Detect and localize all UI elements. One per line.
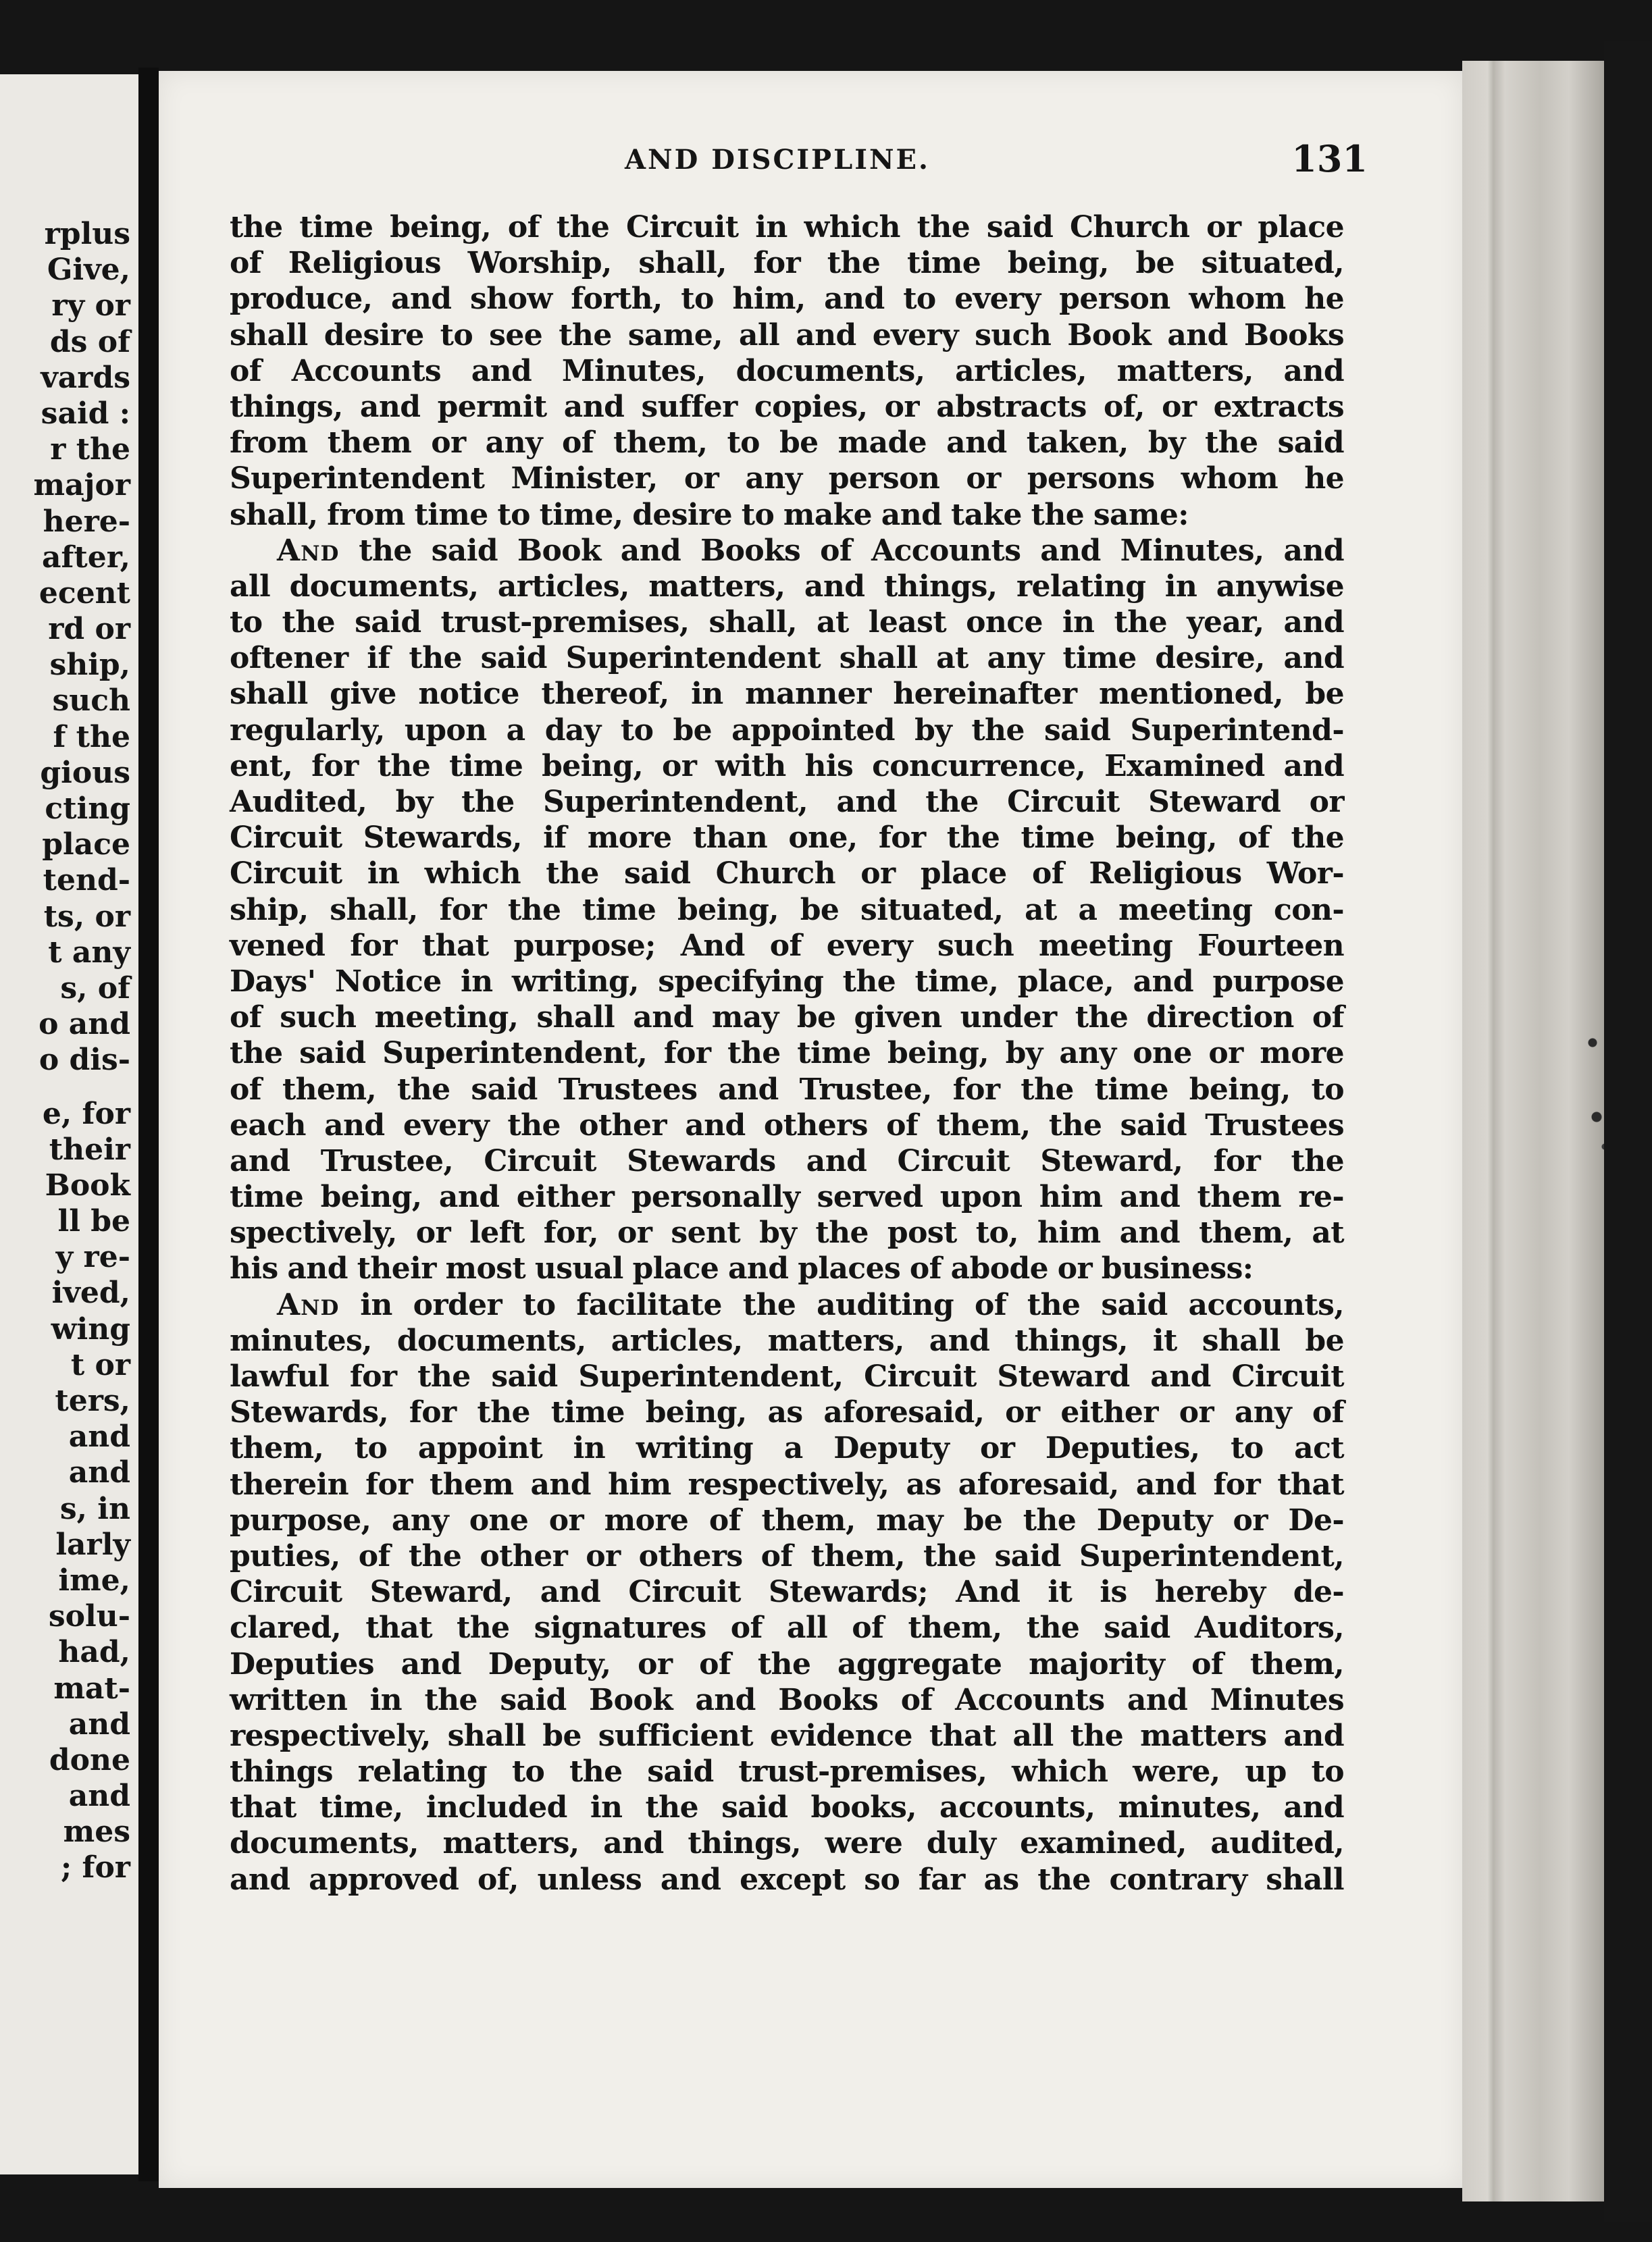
text-line (230, 1287, 1344, 1323)
facing-page-fragment: wing (51, 1311, 130, 1347)
text-line: shall give notice thereof, in manner hereinafter mentioned, be (230, 677, 1344, 712)
text-line: Audited, by the Superintendent, and the Circuit Steward or (230, 785, 1344, 819)
facing-page-fragment: ry or (51, 288, 130, 323)
text-line-content: in order to facilitate the auditing of the said accounts, (339, 1287, 1344, 1322)
facing-page-fragment: and (68, 1419, 130, 1455)
facing-page-fragment: r the (50, 432, 130, 467)
text-line: ship, shall, for the time being, be situated, at a meeting con- (230, 892, 1344, 927)
facing-page-fragment: ts, or (43, 899, 130, 934)
text-line: to the said trust-premises, shall, at least once in the year, and (230, 605, 1344, 640)
text-line: of Religious Worship, shall, for the time being, be situated, (230, 246, 1344, 281)
facing-page-fragment: o and (38, 1007, 130, 1042)
text-line: them, to appoint in writing a Deputy or Deputies, to act (230, 1431, 1344, 1466)
scan-background-right (1604, 41, 1652, 2222)
text-line: Circuit Steward, and Circuit Stewards; And it is hereby de- (230, 1575, 1344, 1610)
text-line: oftener if the said Superintendent shall at any time desire, and (230, 641, 1344, 676)
facing-page-fragment: t any (48, 935, 130, 970)
text-line: the time being, of the Circuit in which the said Church or place (230, 210, 1344, 244)
facing-page-fragment: s, in (59, 1491, 130, 1526)
paragraph (230, 209, 1344, 533)
text-line: his and their most usual place and places of abode or business: (230, 1251, 1254, 1286)
text-line: regularly, upon a day to be appointed by the said Superintend- (230, 712, 1344, 748)
text-line: puties, of the other or others of them, the said Superintendent, (230, 1538, 1344, 1573)
text-line: therein for them and him respectively, as aforesaid, and for that (230, 1467, 1344, 1502)
facing-page-fragment: y re- (55, 1240, 130, 1275)
facing-page-fragment: solu- (48, 1599, 130, 1634)
facing-page-left (0, 74, 138, 2174)
facing-page-fragment: major (33, 468, 130, 503)
facing-page-fragment: cting (45, 791, 130, 826)
facing-page-fragment: and (68, 1455, 130, 1490)
text-line: and Trustee, Circuit Stewards and Circuit Steward, for the (230, 1143, 1344, 1178)
facing-page-fragment: here- (43, 504, 130, 539)
text-line: written in the said Book and Books of Accounts and Minutes (230, 1682, 1344, 1717)
body-text (230, 209, 1344, 1898)
facing-page-fragment: f the (53, 719, 130, 754)
text-line: the said Superintendent, for the time being, by any one or more (230, 1036, 1344, 1071)
paragraph (230, 1287, 1344, 1898)
facing-page-fragment: Give, (47, 253, 130, 288)
facing-page-fragment: after, (41, 540, 130, 575)
facing-page-fragment: ; for (60, 1850, 130, 1885)
facing-page-fragment: vards (41, 360, 130, 395)
facing-page-fragment: tend- (43, 863, 130, 898)
facing-page-fragment: gious (40, 755, 130, 790)
text-line: of such meeting, shall and may be given under the direction of (230, 1000, 1344, 1035)
text-line: Circuit Stewards, if more than one, for the time being, of the (230, 820, 1344, 856)
facing-page-fragment: done (49, 1742, 130, 1777)
facing-page-fragment: and (68, 1706, 130, 1742)
facing-page-fragment: mes (63, 1815, 130, 1850)
facing-page-fragment: said : (41, 396, 130, 431)
facing-page-fragment: larly (55, 1527, 130, 1562)
text-line: time being, and either personally served upon him and them re- (230, 1180, 1344, 1215)
text-line: shall, from time to time, desire to make and take the same: (230, 497, 1189, 532)
facing-page-fragment: s, of (60, 970, 130, 1006)
paragraph-lead-word: And (277, 1287, 340, 1322)
facing-page-fragment: such (52, 683, 130, 719)
text-line: lawful for the said Superintendent, Circuit Steward and Circuit (230, 1359, 1344, 1394)
text-line: purpose, any one or more of them, may be the Deputy or De- (230, 1503, 1344, 1538)
text-line: Stewards, for the time being, as aforesaid, or either or any of (230, 1395, 1344, 1430)
facing-page-fragment: their (49, 1132, 130, 1167)
text-line: Circuit in which the said Church or place of Religious Wor- (230, 856, 1344, 891)
text-line: spectively, or left for, or sent by the post to, him and them, at (230, 1216, 1344, 1251)
facing-page-fragment: ship, (49, 648, 130, 683)
paragraph (230, 533, 1344, 1287)
text-line: all documents, articles, matters, and things, relating in anywise (230, 569, 1344, 604)
facing-page-fragment: Book (45, 1168, 130, 1203)
facing-page-fragment: o dis- (38, 1043, 130, 1078)
facing-page-fragment: ecent (38, 575, 130, 610)
text-line: Superintendent Minister, or any person or persons whom he (230, 461, 1344, 496)
text-line: Deputies and Deputy, or of the aggregate majority of them, (230, 1646, 1344, 1682)
facing-page-fragment: rd or (48, 612, 130, 647)
facing-page-fragment: ived, (51, 1276, 130, 1311)
facing-page-fragment: ters, (55, 1384, 130, 1418)
facing-page-fragment: ds of (49, 324, 130, 359)
text-line: and approved of, unless and except so far as the contrary shall (230, 1862, 1344, 1897)
book-gutter (138, 68, 159, 2181)
text-line: each and every the other and others of them, the said Trustees (230, 1107, 1344, 1143)
text-line: ent, for the time being, or with his concurrence, Examined and (230, 748, 1344, 783)
text-line: minutes, documents, articles, matters, and things, it shall be (230, 1323, 1344, 1358)
facing-page-text-fragments (33, 216, 130, 1886)
facing-page-fragment: and (68, 1779, 130, 1814)
text-line: Days' Notice in writing, specifying the time, place, and purpose (230, 964, 1344, 999)
text-line: produce, and show forth, to him, and to every person whom he (230, 282, 1344, 317)
book-page (159, 71, 1462, 2188)
facing-page-fragment: ime, (58, 1563, 130, 1598)
facing-page-fragment (33, 1078, 130, 1096)
text-line: shall desire to see the same, all and every such Book and Books (230, 317, 1344, 353)
facing-page-fragment: ll be (57, 1204, 130, 1239)
text-line (230, 533, 1344, 569)
running-head-title: AND DISCIPLINE. (625, 144, 930, 176)
facing-page-fragment: mat- (53, 1671, 130, 1706)
text-line: that time, included in the said books, accounts, minutes, and (230, 1790, 1344, 1825)
facing-page-fragment: e, for (42, 1096, 130, 1131)
text-line: of Accounts and Minutes, documents, articles, matters, and (230, 353, 1344, 388)
text-line: from them or any of them, to be made and taken, by the said (230, 425, 1344, 461)
text-line: vened for that purpose; And of every such meeting Fourteen (230, 928, 1344, 963)
text-line: documents, matters, and things, were duly examined, audited, (230, 1826, 1344, 1861)
facing-page-fragment: place (42, 827, 130, 862)
text-line: respectively, shall be sufficient evidence that all the matters and (230, 1718, 1344, 1753)
page-number: 131 (1291, 137, 1368, 180)
text-line: clared, that the signatures of all of them, the said Auditors, (230, 1611, 1344, 1646)
text-line: of them, the said Trustees and Trustee, for the time being, to (230, 1072, 1344, 1107)
text-line: things, and permit and suffer copies, or abstracts of, or extracts (230, 389, 1344, 424)
facing-page-fragment: had, (58, 1635, 130, 1670)
facing-page-fragment: rplus (44, 217, 130, 251)
facing-page-fragment: t or (70, 1347, 130, 1382)
text-line-content: the said Book and Books of Accounts and Minutes, and (339, 533, 1344, 568)
text-line: things relating to the said trust-premises, which were, up to (230, 1754, 1344, 1790)
paragraph-lead-word: And (277, 533, 340, 568)
